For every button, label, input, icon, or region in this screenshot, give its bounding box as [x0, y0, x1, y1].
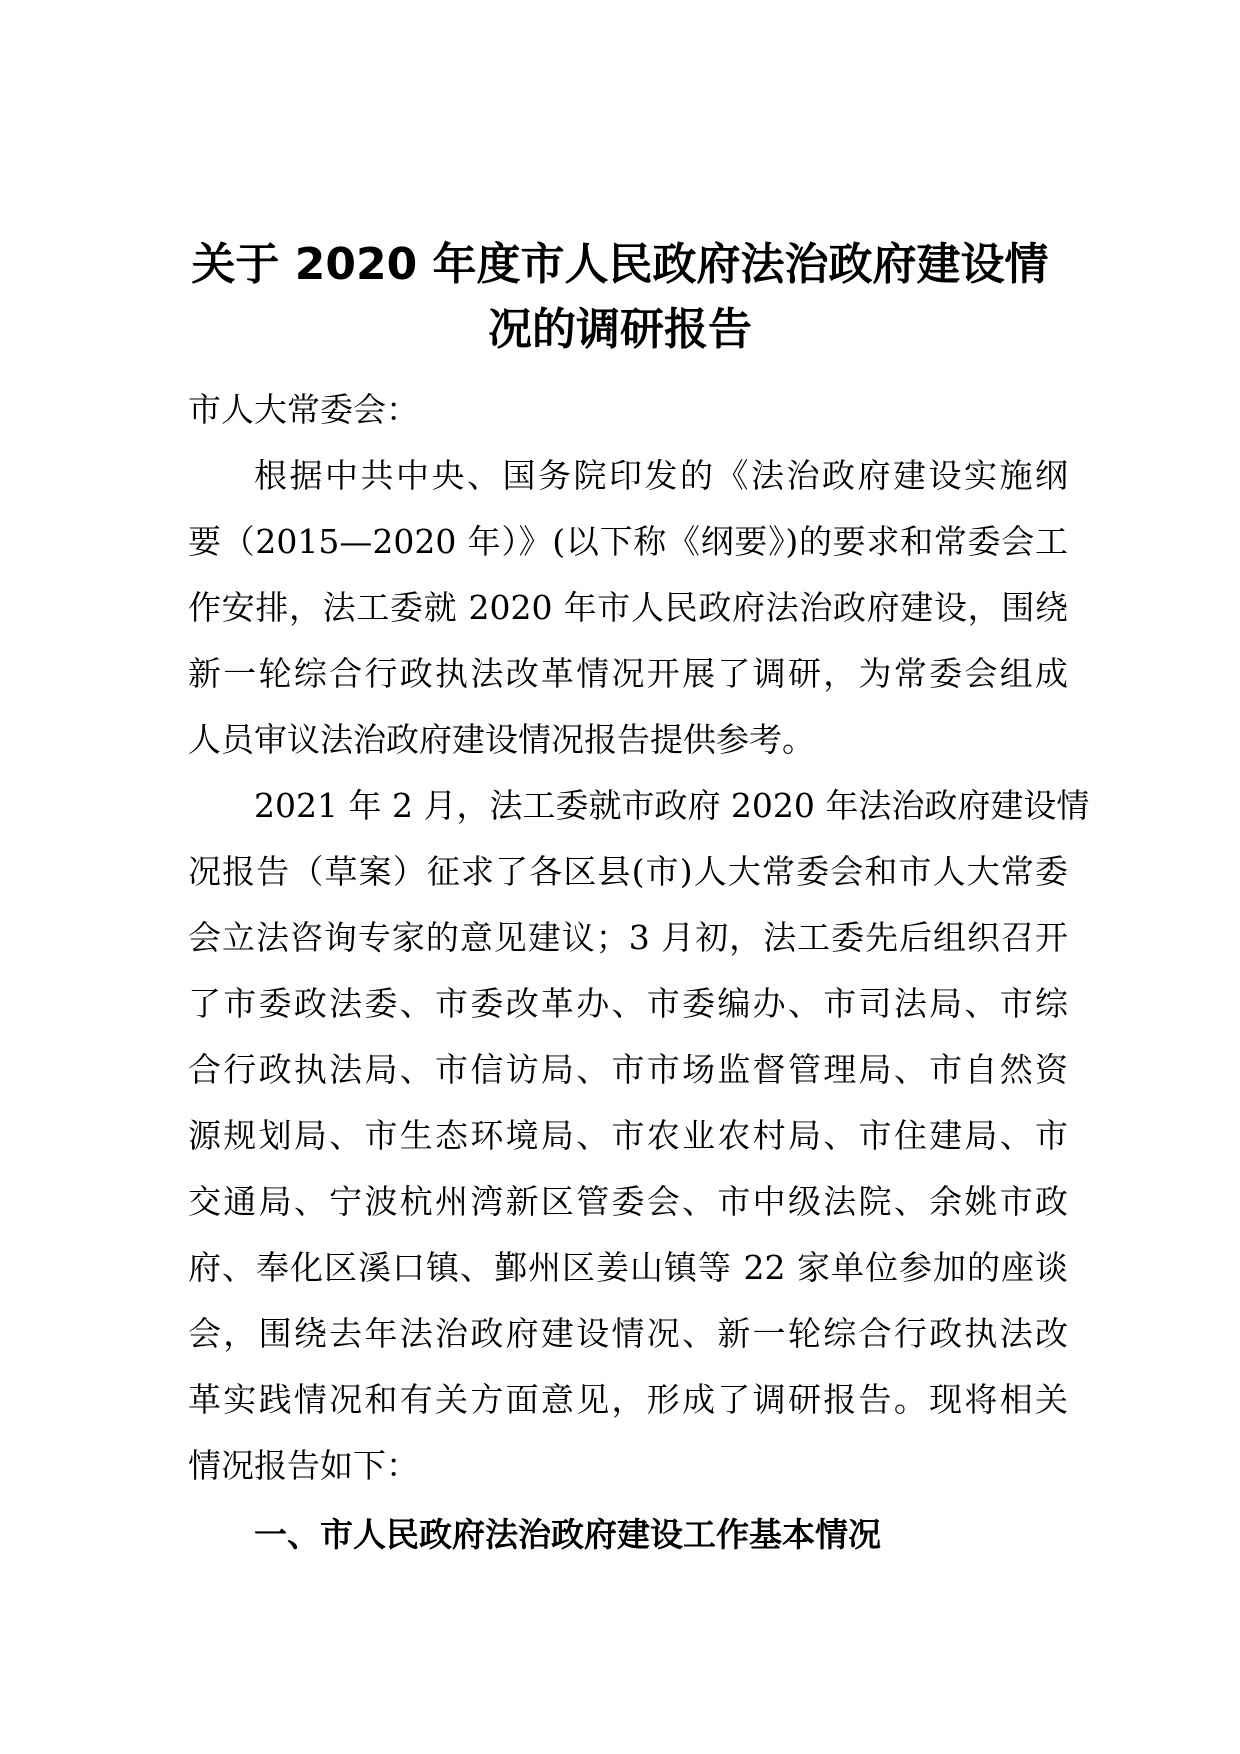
paragraph-2-line: 情况报告如下： [188, 1446, 419, 1485]
paragraph-1-line: 要（2015—2020 年）》(以下称《纲要》)的要求和常委会工 [188, 522, 1068, 561]
paragraph-2-line: 源规划局、市生态环境局、市农业农村局、市住建局、市 [188, 1116, 1068, 1155]
paragraph-2-line: 2021 年 2 月，法工委就市政府 2020 年法治政府建设情 [254, 786, 1090, 825]
document-title-line-2: 况的调研报告 [488, 304, 752, 355]
paragraph-2-line: 合行政执法局、市信访局、市市场监督管理局、市自然资 [188, 1050, 1068, 1089]
paragraph-1-line: 根据中共中央、国务院印发的《法治政府建设实施纲 [254, 456, 1068, 495]
section-heading: 一、市人民政府法治政府建设工作基本情况 [254, 1515, 881, 1554]
paragraph-2-line: 会，围绕去年法治政府建设情况、新一轮综合行政执法改 [188, 1314, 1068, 1353]
paragraph-2-line: 况报告（草案）征求了各区县(市)人大常委会和市人大常委 [188, 852, 1068, 891]
paragraph-2-line: 会立法咨询专家的意见建议；3 月初，法工委先后组织召开 [188, 918, 1068, 957]
paragraph-2-line: 交通局、宁波杭州湾新区管委会、市中级法院、余姚市政 [188, 1182, 1068, 1221]
paragraph-1-line: 作安排，法工委就 2020 年市人民政府法治政府建设，围绕 [188, 588, 1068, 627]
paragraph-2-line: 革实践情况和有关方面意见，形成了调研报告。现将相关 [188, 1380, 1068, 1419]
paragraph-2-line: 了市委政法委、市委改革办、市委编办、市司法局、市综 [188, 984, 1068, 1023]
salutation: 市人大常委会： [188, 390, 419, 429]
paragraph-1-line: 新一轮综合行政执法改革情况开展了调研，为常委会组成 [188, 654, 1068, 693]
paragraph-2-line: 府、奉化区溪口镇、鄞州区姜山镇等 22 家单位参加的座谈 [188, 1248, 1068, 1287]
document-title-line-1: 关于 2020 年度市人民政府法治政府建设情 [191, 239, 1049, 290]
paragraph-1-line: 人员审议法治政府建设情况报告提供参考。 [188, 720, 815, 759]
